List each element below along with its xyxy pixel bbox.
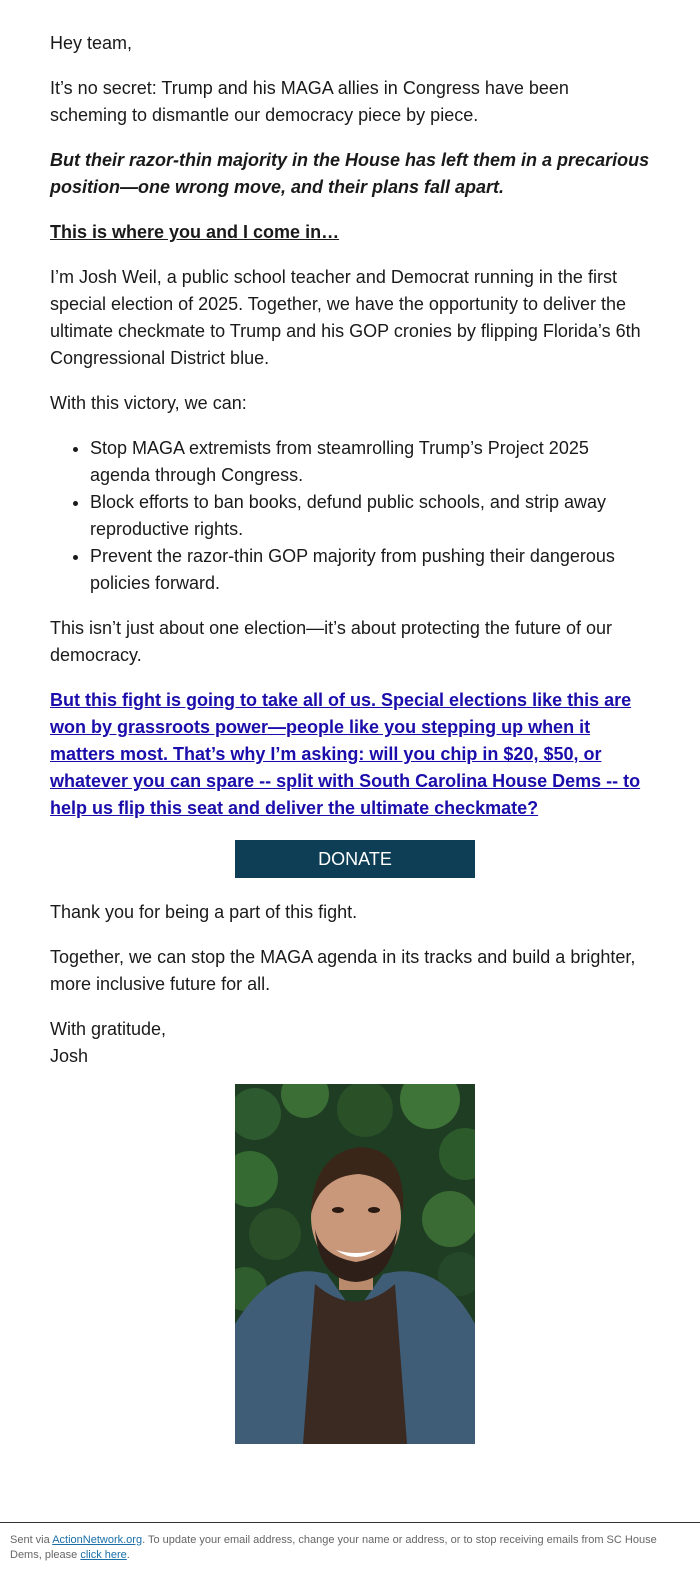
list-item: • Block efforts to ban books, defund public schools, and strip away reproductive rights. (90, 489, 650, 543)
intro-paragraph: It’s no secret: Trump and his MAGA allies in Congress have been scheming to dismantle our democracy piece by piece. (50, 78, 569, 125)
signature: Josh (50, 1046, 89, 1066)
list-item: • Stop MAGA extremists from steamrolling Trump’s Project 2025 agenda through Congress. (90, 435, 650, 489)
email-body (50, 30, 650, 1452)
email-footer (0, 1522, 700, 1563)
list-item: • Prevent the razor-thin GOP majority from pushing their dangerous policies forward. (90, 543, 650, 597)
donate-button[interactable]: DONATE (235, 840, 475, 878)
emphasis-paragraph: But their razor-thin majority in the House has left them in a precarious position—one wrong move, and their plans fall apart. (50, 150, 650, 197)
signoff-text: With gratitude, (50, 1019, 167, 1039)
photo-wrapper (50, 1084, 650, 1452)
donation-ask-link[interactable]: But this fight is going to take all of us. Special elections like this are won by grassroots power—people like you stepping up when it matters most. That’s why I’m asking: will you chip in $20, $50, or whatever you can spare -- split with South Carolina House Dems -- to help us flip this seat and deliver the ultimate checkmate? (50, 690, 641, 818)
section-heading: This is where you and I come in… (50, 222, 340, 242)
bio-paragraph: I’m Josh Weil, a public school teacher and Democrat running in the first special election of 2025. Together, we have the opportunity to deliver the ultimate checkmate to Trump and his GOP cronies by flipping Florida’s 6th Congressional District blue. (50, 267, 641, 368)
footer-update-text: . To update your email address, change your name or address, or to stop receiving emails from SC House Dems, please (10, 1534, 657, 1561)
victory-lead: With this victory, we can: (50, 393, 247, 413)
goals-list (50, 435, 650, 597)
ask-paragraph (50, 687, 650, 822)
closing-paragraph: Together, we can stop the MAGA agenda in its tracks and build a brighter, more inclusive future for all. (50, 947, 636, 994)
actionnetwork-link[interactable]: ActionNetwork.org (52, 1534, 143, 1546)
footer-end: . (126, 1549, 130, 1561)
greeting: Hey team, (50, 33, 133, 53)
unsubscribe-link[interactable]: click here (80, 1549, 127, 1561)
stakes-paragraph: This isn’t just about one election—it’s about protecting the future of our democracy. (50, 618, 612, 665)
footer-sent-via: Sent via (10, 1534, 53, 1546)
thanks-paragraph: Thank you for being a part of this fight. (50, 902, 358, 922)
candidate-photo (235, 1084, 475, 1444)
signoff (50, 1016, 650, 1070)
donate-button-wrapper (50, 840, 650, 878)
